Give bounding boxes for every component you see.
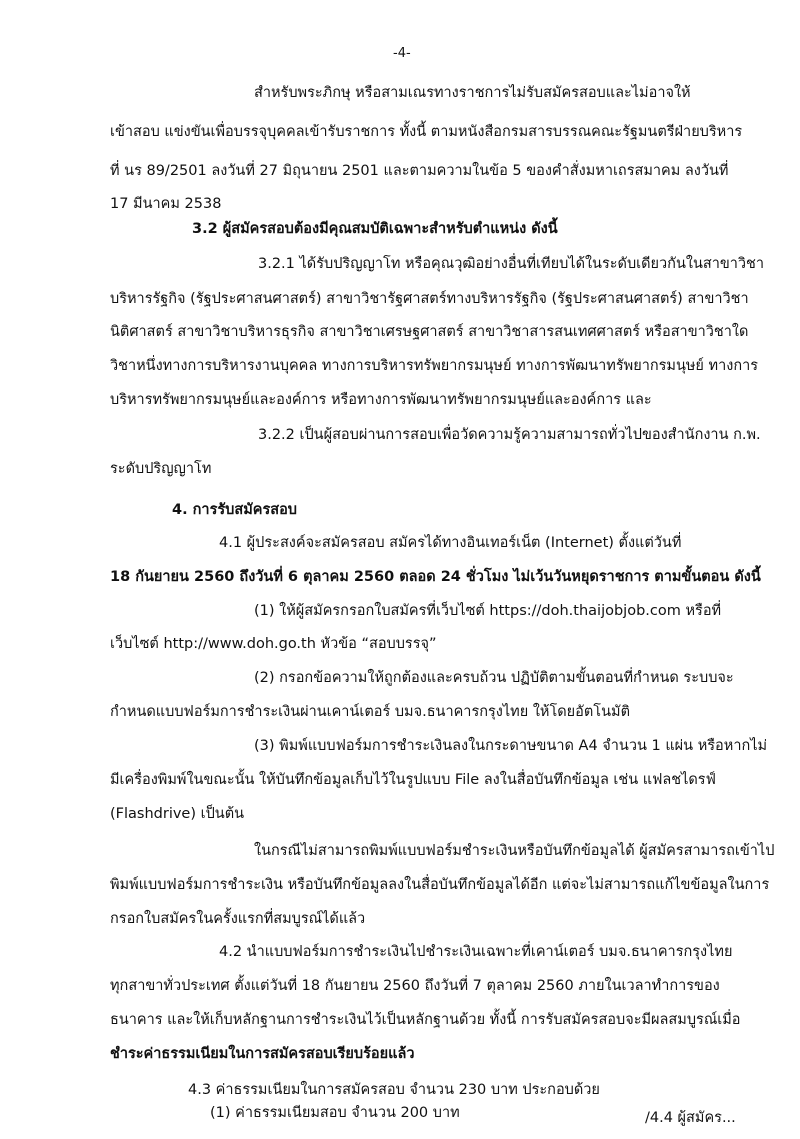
text-line: เว็บไซต์ http://www.doh.go.th หัวข้อ “สอบบรรจุ” [110, 636, 437, 652]
text-line: ระดับปริญญาโท [110, 461, 212, 477]
text-line: กำหนดแบบฟอร์มการชำระเงินผ่านเคาน์เตอร์ บมจ.ธนาคารกรุงไทย ให้โดยอัตโนมัติ [110, 704, 630, 720]
text-line: (2) กรอกข้อความให้ถูกต้องและครบถ้วน ปฏิบัติตามขั้นตอนที่กำหนด ระบบจะ [254, 670, 734, 686]
continuation-note: /4.4 ผู้สมัคร... [645, 1110, 736, 1126]
page-number: -4- [393, 46, 411, 61]
text-line: นิติศาสตร์ สาขาวิชาบริหารธุรกิจ สาขาวิชาเศรษฐศาสตร์ สาขาวิชาสารสนเทศศาสตร์ หรือสาขาวิชาใด [110, 324, 749, 340]
text-line: 4.3 ค่าธรรมเนียมในการสมัครสอบ จำนวน 230 บาท ประกอบด้วย [188, 1082, 600, 1098]
text-line: 4.1 ผู้ประสงค์จะสมัครสอบ สมัครได้ทางอินเทอร์เน็ต (Internet) ตั้งแต่วันที่ [219, 535, 682, 551]
text-line: พิมพ์แบบฟอร์มการชำระเงิน หรือบันทึกข้อมูลลงในสื่อบันทึกข้อมูลได้อีก แต่จะไม่สามารถแก้ไขข้อมูลในการ [110, 877, 770, 893]
text-line: สำหรับพระภิกษุ หรือสามเณรทางราชการไม่รับสมัครสอบและไม่อาจให้ [254, 85, 691, 101]
text-line: 3.2.1 ได้รับปริญญาโท หรือคุณวุฒิอย่างอื่นที่เทียบได้ในระดับเดียวกันในสาขาวิชา [258, 256, 765, 272]
text-line: ธนาคาร และให้เก็บหลักฐานการชำระเงินไว้เป็นหลักฐานด้วย ทั้งนี้ การรับสมัครสอบจะมีผลสมบูรณ์เมื่อ [110, 1012, 741, 1028]
section-4-heading: 4. การรับสมัครสอบ [172, 502, 298, 518]
text-line: ทุกสาขาทั่วประเทศ ตั้งแต่วันที่ 18 กันยายน 2560 ถึงวันที่ 7 ตุลาคม 2560 ภายในเวลาทำการของ [110, 978, 720, 994]
text-line: ที่ นร 89/2501 ลงวันที่ 27 มิถุนายน 2501 และตามความในข้อ 5 ของคำสั่งมหาเถรสมาคม ลงวันที่ [110, 163, 729, 179]
text-line: (1) ให้ผู้สมัครกรอกใบสมัครที่เว็บไซต์ https://doh.thaijobjob.com หรือที่ [254, 603, 722, 619]
text-line: วิชาหนึ่งทางการบริหารงานบุคคล ทางการบริหารทรัพยากรมนุษย์ ทางการพัฒนาทรัพยากรมนุษย์ ทางการ [110, 358, 759, 374]
text-line: 18 กันยายน 2560 ถึงวันที่ 6 ตุลาคม 2560 ตลอด 24 ชั่วโมง ไม่เว้นวันหยุดราชการ ตามขั้นตอน ดังนี้ [110, 569, 761, 585]
text-line: มีเครื่องพิมพ์ในขณะนั้น ให้บันทึกข้อมูลเก็บไว้ในรูปแบบ File ลงในสื่อบันทึกข้อมูล เช่น แฟลชไดรฟ์ [110, 772, 716, 788]
text-line: (Flashdrive) เป็นต้น [110, 806, 245, 822]
text-line: (3) พิมพ์แบบฟอร์มการชำระเงินลงในกระดาษขนาด A4 จำนวน 1 แผ่น หรือหากไม่ [254, 738, 768, 754]
text-line: 4.2 นำแบบฟอร์มการชำระเงินไปชำระเงินเฉพาะที่เคาน์เตอร์ บมจ.ธนาคารกรุงไทย [219, 944, 733, 960]
text-line: ในกรณีไม่สามารถพิมพ์แบบฟอร์มชำระเงินหรือบันทึกข้อมูลได้ ผู้สมัครสามารถเข้าไป [254, 843, 775, 859]
text-line: (1) ค่าธรรมเนียมสอบ จำนวน 200 บาท [210, 1105, 460, 1121]
text-line: 3.2.2 เป็นผู้สอบผ่านการสอบเพื่อวัดความรู้ความสามารถทั่วไปของสำนักงาน ก.พ. [258, 427, 761, 443]
text-line: กรอกใบสมัครในครั้งแรกที่สมบูรณ์ได้แล้ว [110, 911, 366, 927]
text-line: 17 มีนาคม 2538 [110, 196, 222, 212]
text-line: ชำระค่าธรรมเนียมในการสมัครสอบเรียบร้อยแล้ว [110, 1046, 415, 1062]
text-line: เข้าสอบ แข่งขันเพื่อบรรจุบุคคลเข้ารับราชการ ทั้งนี้ ตามหนังสือกรมสารบรรณคณะรัฐมนตรีฝ่ายบริหาร [110, 124, 743, 140]
text-line: บริหารรัฐกิจ (รัฐประศาสนศาสตร์) สาขาวิชารัฐศาสตร์ทางบริหารรัฐกิจ (รัฐประศาสนศาสตร์) สาขาวิชา [110, 291, 749, 307]
text-line: บริหารทรัพยากรมนุษย์และองค์การ หรือทางการพัฒนาทรัพยากรมนุษย์และองค์การ และ [110, 392, 652, 408]
section-3-2-heading: 3.2 ผู้สมัครสอบต้องมีคุณสมบัติเฉพาะสำหรับตำแหน่ง ดังนี้ [192, 221, 558, 237]
